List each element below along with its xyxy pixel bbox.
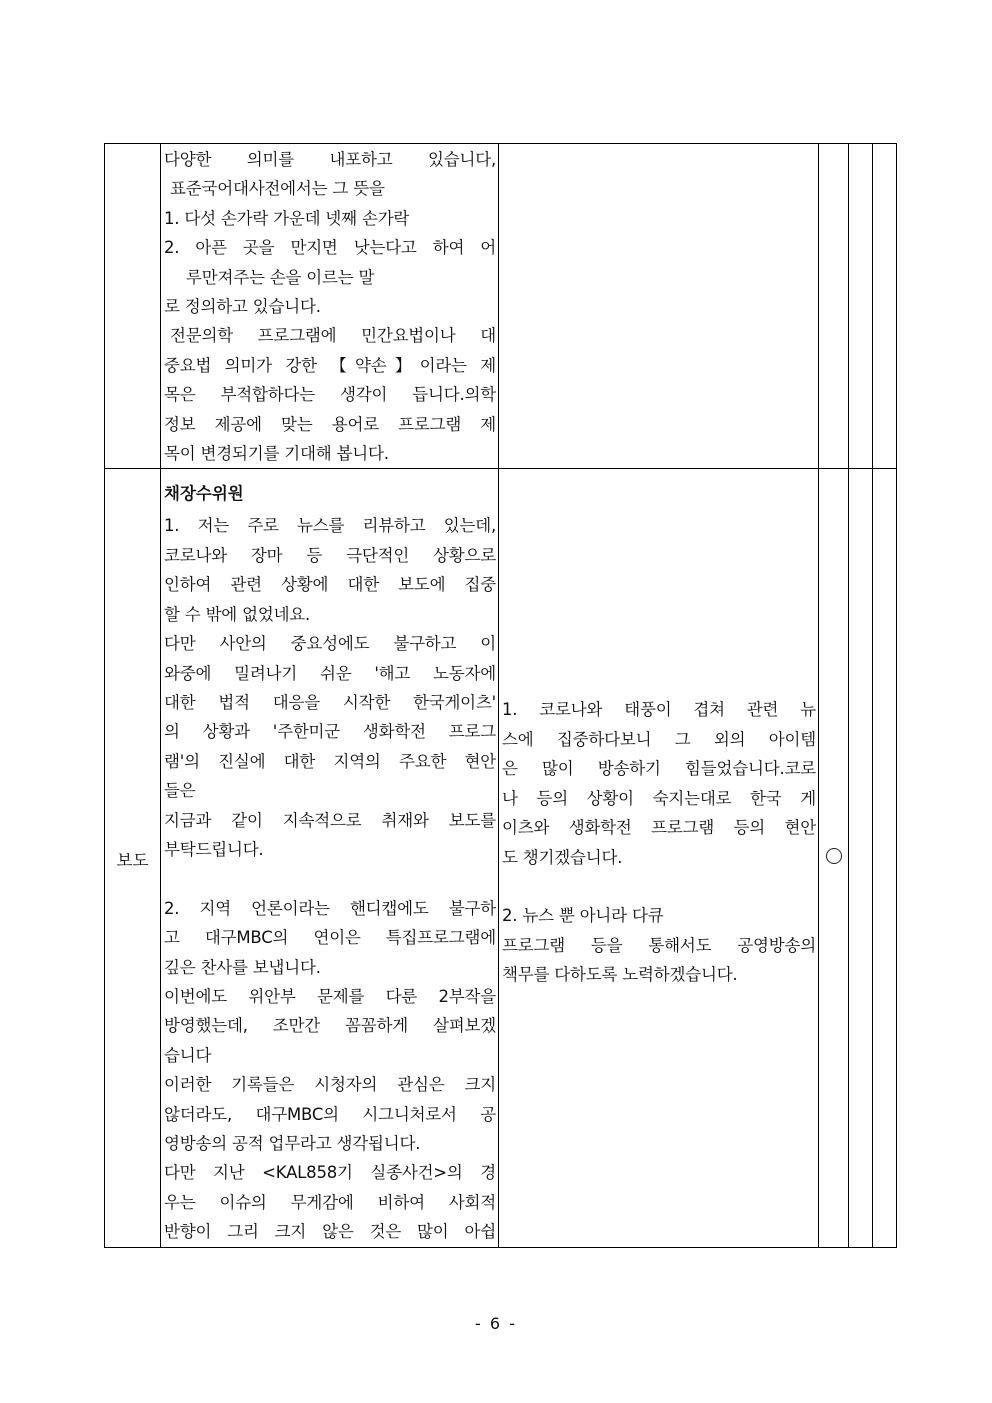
review-table — [104, 143, 897, 1248]
table-row — [105, 144, 897, 469]
reply-line: 2. 뉴스 뿐 아니라 다큐 — [502, 906, 664, 926]
opinion-line: 표준국어대사전에서는 그 뜻을 — [170, 179, 385, 199]
blank-line — [164, 864, 496, 893]
reply-line: 이츠와 생화학전 프로그램 등의 현안 — [502, 818, 816, 838]
page-number: - 6 - — [475, 1314, 517, 1333]
reply-line: 프로그램 등을 통해서도 공영방송의 — [502, 935, 816, 955]
opinion-cell — [161, 144, 499, 469]
opinion-line: 인하여 관련 상황에 대한 보도에 집중 — [164, 575, 496, 595]
opinion-line: 않더라도, 대구MBC의 시그니처로서 공 — [164, 1104, 496, 1124]
opinion-line: 이번에도 위안부 문제를 다룬 2부작을 — [164, 986, 496, 1006]
opinion-line: 정보 제공에 맞는 용어로 프로그램 제 — [164, 414, 496, 434]
mark-cell-3 — [873, 469, 897, 1247]
opinion-line: 목은 부적합하다는 생각이 듭니다.의학 — [164, 385, 496, 405]
opinion-line: 램'의 진실에 대한 지역의 주요한 현안 — [164, 751, 496, 771]
mark-cell-1 — [819, 144, 849, 469]
opinion-line: 2. 지역 언론이라는 핸디캡에도 불구하 — [164, 898, 496, 918]
reply-cell — [499, 144, 819, 469]
opinion-line: 다양한 의미를 내포하고 있습니다, — [164, 150, 496, 169]
opinion-line: 고 대구MBC의 연이은 특집프로그램에 — [164, 928, 496, 948]
opinion-line: 1. 다섯 손가락 가운데 넷째 손가락 — [164, 208, 410, 228]
opinion-text — [161, 144, 498, 468]
opinion-cell — [161, 469, 499, 1247]
mark-cell-2 — [849, 469, 873, 1247]
table-row — [105, 469, 897, 1247]
opinion-line: 방영했는데, 조만간 꼼꼼하게 살펴보겠 — [164, 1016, 496, 1036]
mark-cell-1 — [819, 469, 849, 1247]
opinion-line: 로 정의하고 있습니다. — [164, 297, 321, 317]
opinion-line: 2. 아픈 곳을 만지면 낫는다고 하여 어 — [164, 238, 496, 258]
reply-line: 나 등의 상황이 숙지는대로 한국 게 — [502, 788, 816, 808]
opinion-line: 영방송의 공적 업무라고 생각됩니다. — [164, 1133, 421, 1153]
opinion-line: 부탁드립니다. — [164, 839, 264, 859]
category-cell — [105, 144, 161, 469]
opinion-line: 의 상황과 '주한미군 생화학전 프로그 — [164, 722, 496, 742]
opinion-line: 다만 사안의 중요성에도 불구하고 이 — [164, 634, 496, 654]
reply-line: 스에 집중하다보니 그 외의 아이템 — [502, 729, 816, 749]
opinion-line: 우는 이슈의 무게감에 비하여 사회적 — [164, 1192, 496, 1212]
opinion-line: 목이 변경되기를 기대해 봅니다. — [164, 444, 389, 464]
mark-cell-2 — [849, 144, 873, 469]
opinion-line: 반향이 그리 크지 않은 것은 많이 아쉽 — [164, 1222, 496, 1242]
opinion-line: 중요법 의미가 강한 【약손】이라는 제 — [164, 355, 496, 375]
opinion-line: 이러한 기록들은 시청자의 관심은 크지 — [164, 1075, 496, 1095]
blank-line — [502, 872, 816, 901]
reply-line: 은 많이 방송하기 힘들었습니다.코로 — [502, 759, 816, 779]
mark-cell-3 — [873, 144, 897, 469]
opinion-line: 전문의학 프로그램에 민간요법이나 대 — [170, 326, 496, 346]
opinion-line: 코로나와 장마 등 극단적인 상황으로 — [164, 545, 496, 565]
reply-line: 책무를 다하도록 노력하겠습니다. — [502, 965, 738, 985]
opinion-line: 루만져주는 손을 이르는 말 — [186, 267, 375, 287]
opinion-line: 들은 — [164, 781, 196, 801]
reply-line: 도 챙기겠습니다. — [502, 847, 623, 867]
opinion-line: 1. 저는 주로 뉴스를 리뷰하고 있는데, — [164, 516, 496, 536]
opinion-line: 다만 지난 <KAL858기 실종사건>의 경 — [164, 1163, 496, 1183]
circle-mark-icon — [826, 848, 842, 864]
opinion-line: 깊은 찬사를 보냅니다. — [164, 957, 321, 977]
category-cell — [105, 469, 161, 1247]
opinion-line: 와중에 밀려나기 쉬운 '해고 노동자에 — [164, 663, 496, 683]
opinion-text — [161, 509, 498, 1246]
member-name: 채장수위원 — [164, 484, 244, 504]
reply-cell — [499, 469, 819, 1247]
opinion-line: 습니다 — [164, 1045, 212, 1065]
opinion-line: 지금과 같이 지속적으로 취재와 보도를 — [164, 810, 496, 830]
reply-line: 1. 코로나와 태풍이 겹쳐 관련 뉴 — [502, 700, 816, 720]
reply-text — [499, 469, 818, 989]
opinion-line: 대한 법적 대응을 시작한 한국게이츠' — [164, 692, 496, 712]
category-label: 보도 — [116, 851, 149, 871]
opinion-line: 할 수 밖에 없었네요. — [164, 604, 311, 624]
